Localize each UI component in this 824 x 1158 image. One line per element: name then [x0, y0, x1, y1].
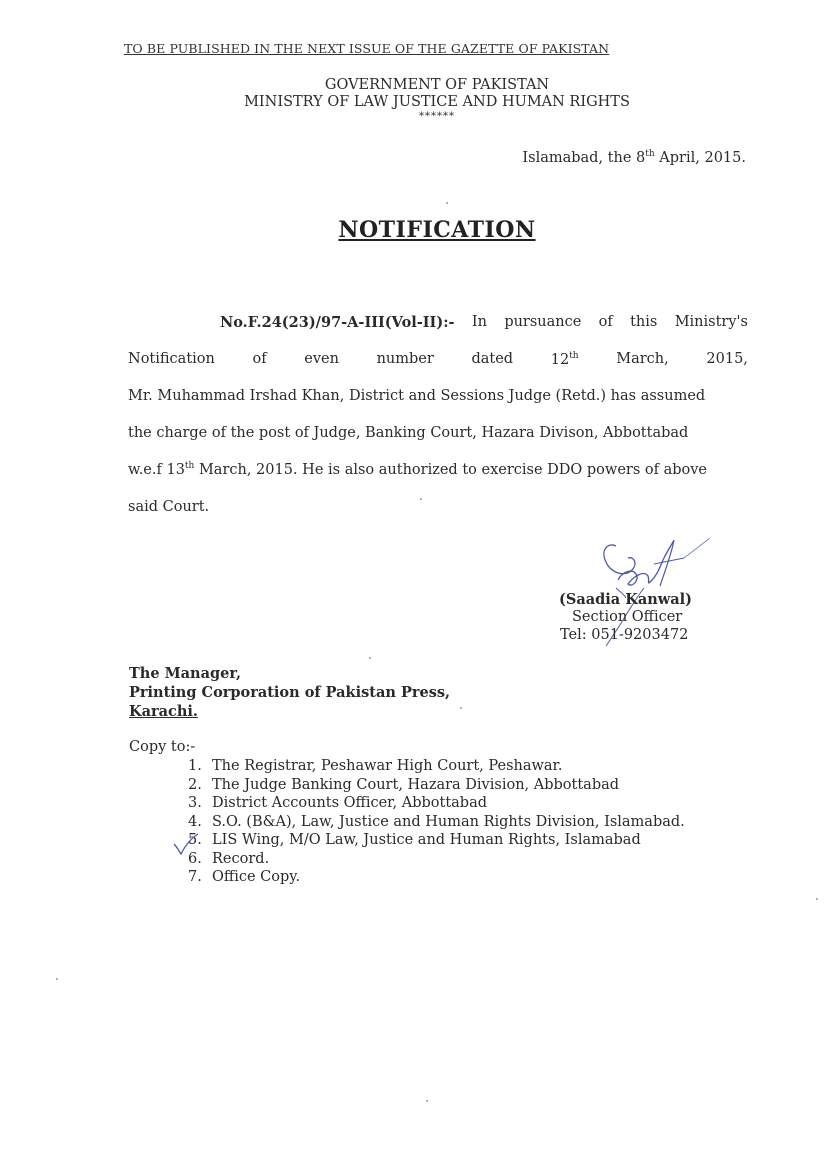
word: Notification [128, 351, 215, 367]
list-item-text: The Judge Banking Court, Hazara Division, Abbottabad [212, 776, 620, 793]
list-item-text: Office Copy. [212, 869, 301, 885]
date-day-sup: th [569, 351, 579, 361]
addressee-line-1: The Manager, [129, 665, 241, 682]
government-heading: GOVERNMENT OF PAKISTAN [324, 77, 550, 93]
word: In [471, 314, 487, 330]
word: of [252, 351, 267, 367]
body-line-2 [128, 351, 748, 368]
list-item [188, 777, 685, 796]
list-item-text: S.O. (B&A), Law, Justice and Human Rights Division, Islamabad. [212, 813, 685, 830]
copy-to-heading: Copy to:- [129, 739, 196, 755]
list-item [188, 814, 685, 833]
list-item [188, 869, 685, 888]
scan-speck [460, 707, 462, 709]
list-item-number: 3. [188, 795, 202, 811]
dateline-sup: th [645, 149, 655, 159]
list-item [188, 795, 685, 814]
list-item-number: 2. [188, 776, 202, 793]
body-line-5 [128, 461, 748, 478]
list-item-text: District Accounts Officer, Abbottabad [212, 795, 488, 811]
word: this [630, 314, 658, 330]
word: March, [616, 351, 669, 367]
word: dated [471, 351, 514, 367]
scan-speck [446, 202, 448, 204]
list-item-number: 5. [188, 832, 202, 848]
list-item-number: 1. [188, 758, 202, 774]
list-item-number: 6. [188, 850, 202, 867]
ministry-heading: MINISTRY OF LAW JUSTICE AND HUMAN RIGHTS [244, 94, 630, 110]
list-item-text: Record. [212, 850, 270, 867]
dateline [522, 149, 746, 166]
date-day [551, 351, 579, 368]
list-item [188, 832, 685, 851]
list-item-number: 4. [188, 813, 202, 830]
scan-speck [420, 498, 422, 500]
scan-speck [816, 898, 818, 900]
word: Ministry's [674, 314, 748, 330]
gazette-note: TO BE PUBLISHED IN THE NEXT ISSUE OF THE GAZETTE OF PAKISTAN [124, 41, 610, 56]
scan-speck [56, 978, 58, 980]
body-line-5-a: w.e.f 13 [128, 461, 185, 478]
list-item-text: LIS Wing, M/O Law, Justice and Human Rights, Islamabad [212, 832, 641, 848]
reference-number: No.F.24(23)/97-A-III(Vol-II):- [220, 314, 455, 331]
body-line-4: the charge of the post of Judge, Banking Court, Hazara Divison, Abbottabad [128, 425, 689, 441]
body-line-2-words [128, 351, 748, 368]
word: 2015, [706, 351, 748, 367]
word: number [376, 351, 434, 367]
body-line-3: Mr. Muhammad Irshad Khan, District and Sessions Judge (Retd.) has assumed [128, 388, 706, 404]
page-title: NOTIFICATION [338, 217, 536, 243]
body-line-1 [220, 314, 748, 331]
addressee-line-2: Printing Corporation of Pakistan Press, [129, 684, 451, 701]
list-item [188, 758, 685, 777]
scan-speck [426, 1100, 428, 1102]
body-line-1-words [220, 314, 748, 331]
addressee-line-3: Karachi. [129, 703, 198, 720]
header-separator: ****** [419, 111, 455, 122]
signatory-designation: Section Officer [572, 609, 683, 625]
tick-mark-icon [170, 832, 200, 856]
dateline-suffix: April, 2015. [654, 149, 746, 166]
list-item-text: The Registrar, Peshawar High Court, Peshawar. [212, 758, 563, 774]
body-line-6: said Court. [128, 499, 210, 515]
date-day-number: 12 [550, 351, 570, 368]
copy-list [188, 758, 685, 888]
scan-speck [369, 657, 371, 659]
body-line-5-sup: th [184, 461, 195, 471]
dateline-prefix: Islamabad, the 8 [522, 149, 646, 166]
list-item [188, 851, 685, 870]
signatory-name: (Saadia Kanwal) [559, 591, 692, 608]
word: even [304, 351, 339, 367]
word: of [598, 314, 613, 330]
body-line-5-b: March, 2015. He is also authorized to exercise DDO powers of above [194, 461, 708, 478]
list-item-number: 7. [188, 869, 202, 885]
word: pursuance [504, 314, 582, 330]
signatory-telephone: Tel: 051-9203472 [560, 627, 689, 643]
